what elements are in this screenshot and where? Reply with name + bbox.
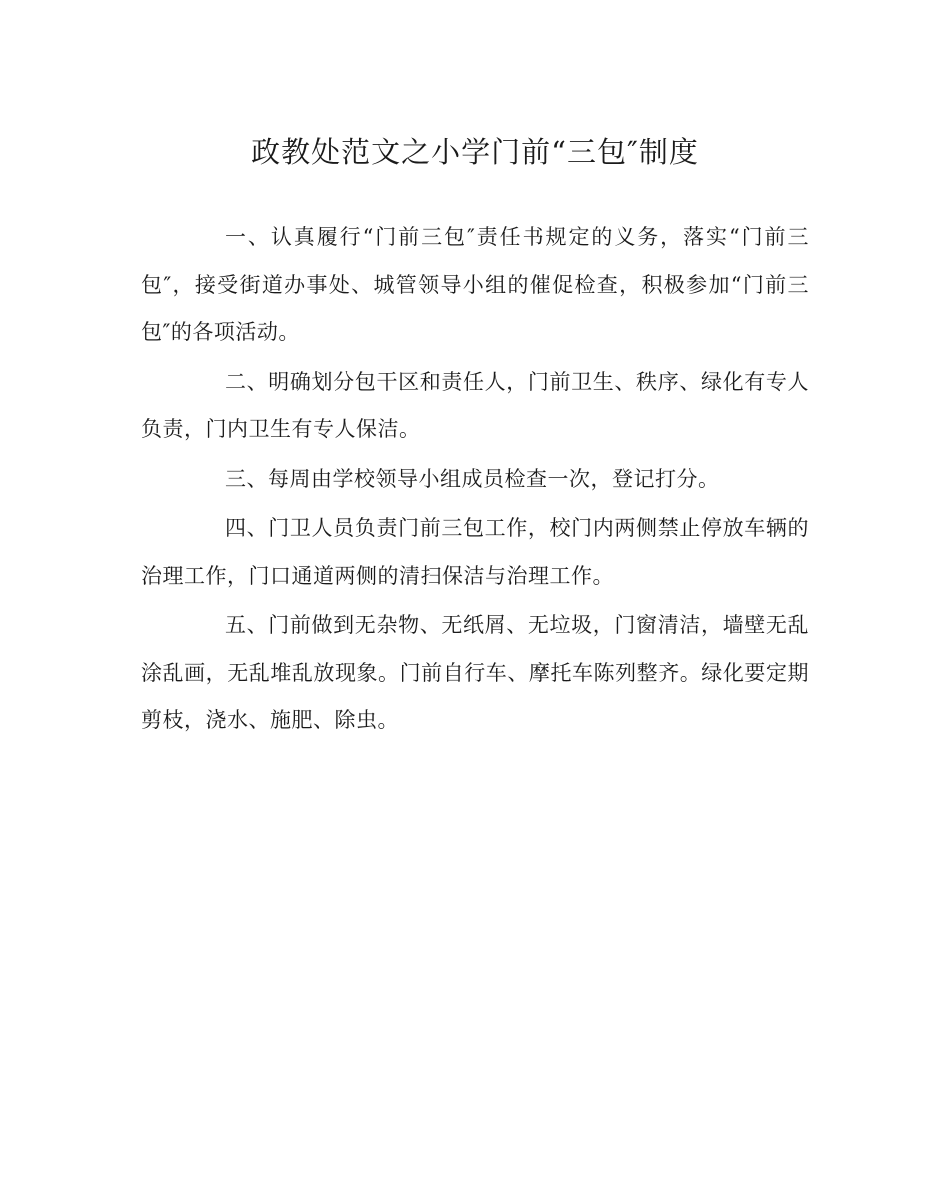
paragraph-4: 四、门卫人员负责门前三包工作，校门内两侧禁止停放车辆的治理工作，门口通道两侧的清扫保洁与治理工作。 [141, 516, 809, 588]
document-body [141, 214, 809, 747]
paragraph-5: 五、门前做到无杂物、无纸屑、无垃圾，门窗清洁，墙壁无乱涂乱画，无乱堆乱放现象。门前自行车、摩托车陈列整齐。绿化要定期剪枝，浇水、施肥、除虫。 [141, 613, 809, 732]
paragraph-3: 三、每周由学校领导小组成员检查一次，登记打分。 [225, 466, 720, 491]
document-title: 政教处范文之小学门前“三包″制度 [251, 135, 699, 169]
paragraph-2: 二、明确划分包干区和责任人，门前卫生、秩序、绿化有专人负责，门内卫生有专人保洁。 [141, 369, 809, 441]
paragraph-1: 一、认真履行“门前三包″责任书规定的义务，落实“门前三包″，接受街道办事处、城管领导小组的催促检查，积极参加“门前三包″的各项活动。 [141, 225, 809, 344]
